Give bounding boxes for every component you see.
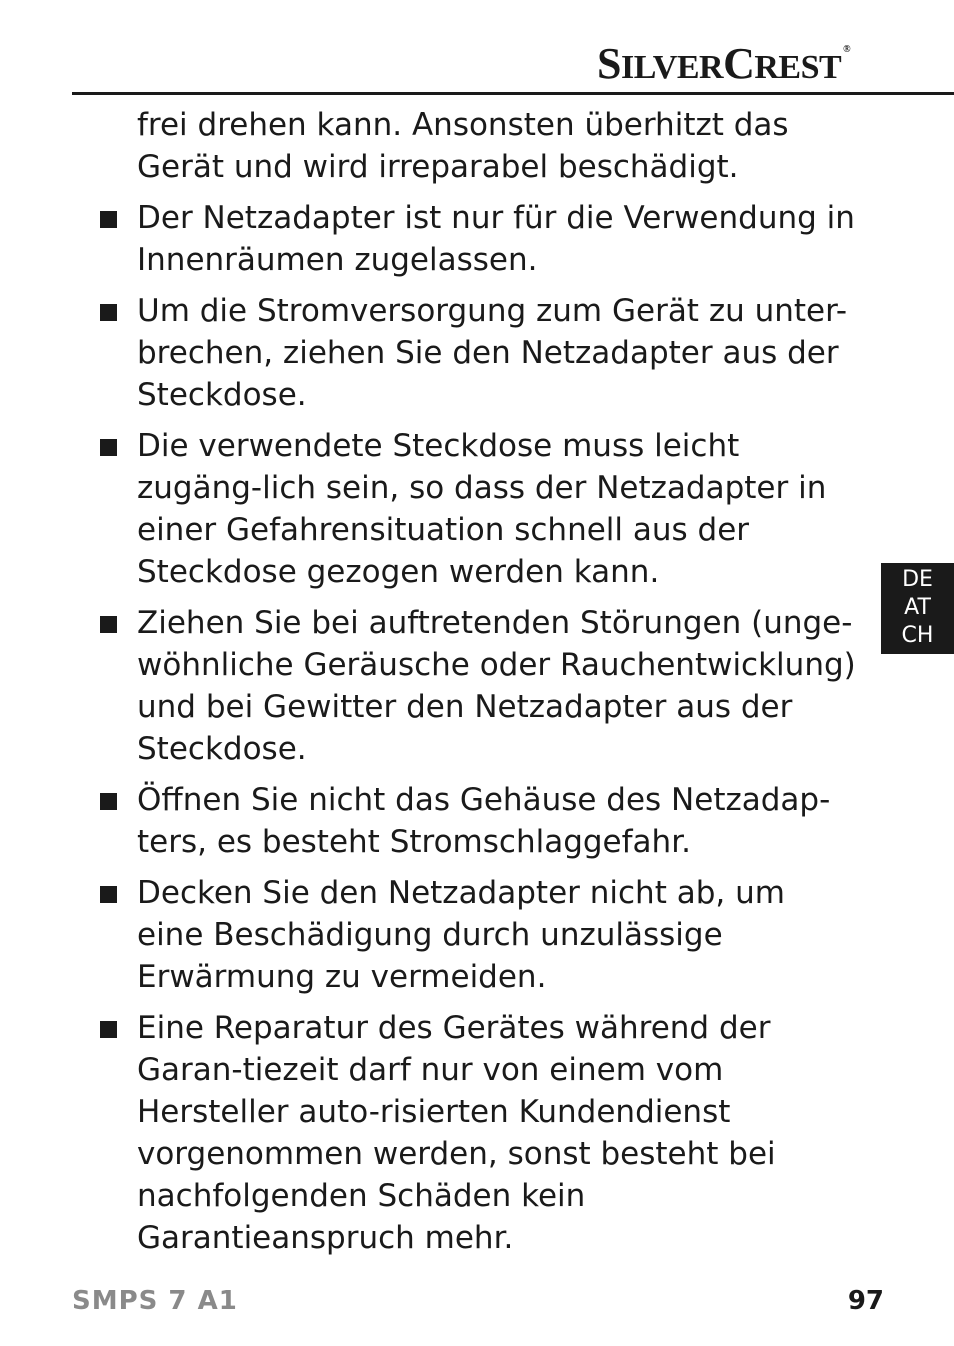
- model-number: SMPS 7 A1: [72, 1286, 238, 1316]
- square-bullet-icon: [100, 211, 117, 228]
- square-bullet-icon: [100, 616, 117, 633]
- brand-logo: [597, 38, 887, 88]
- list-item-text: Öffnen Sie nicht das Gehäuse des Netzadap-ters, es besteht Stromschlaggefahr.: [137, 782, 831, 860]
- list-item-text: Um die Stromversorgung zum Gerät zu unter-brechen, ziehen Sie den Netzadapter aus der Steckdose.: [137, 293, 848, 413]
- list-item: [100, 872, 860, 998]
- logo-letter: S: [597, 39, 621, 88]
- continued-paragraph: frei drehen kann. Ansonsten überhitzt das Gerät und wird irreparabel beschädigt.: [137, 107, 789, 185]
- list-item: [100, 425, 860, 593]
- list-item-text: Die verwendete Steckdose muss leicht zugäng-lich sein, so dass der Netzadapter in einer Gefahrensituation schnell aus der Steckdose gezogen werden kann.: [137, 428, 827, 590]
- list-item-text: Decken Sie den Netzadapter nicht ab, um eine Beschädigung durch unzulässige Erwärmung zu vermeiden.: [137, 875, 785, 995]
- list-item: [100, 779, 860, 863]
- logo-letters: REST: [754, 49, 842, 86]
- language-ch: CH: [901, 623, 934, 648]
- page-number: 97: [847, 1286, 884, 1316]
- language-tab: [881, 563, 954, 654]
- language-de: DE: [902, 567, 933, 592]
- list-item-text: Eine Reparatur des Gerätes während der Garan-tiezeit darf nur von einem vom Hersteller auto-risierten Kundendienst vorgenommen werden, sonst besteht bei nachfolgenden Schäden kein Garantieanspruch mehr.: [137, 1010, 776, 1256]
- square-bullet-icon: [100, 886, 117, 903]
- list-item: [100, 197, 860, 281]
- square-bullet-icon: [100, 304, 117, 321]
- header-rule: [72, 92, 954, 95]
- list-item-text: Der Netzadapter ist nur für die Verwendung in Innenräumen zugelassen.: [137, 200, 855, 278]
- list-item: [100, 290, 860, 416]
- square-bullet-icon: [100, 1021, 117, 1038]
- list-item: [100, 602, 860, 770]
- logo-letter: C: [723, 39, 755, 88]
- safety-instructions: [100, 104, 860, 1259]
- list-item-text: Ziehen Sie bei auftretenden Störungen (unge-wöhnliche Geräusche oder Rauchentwicklung) und bei Gewitter den Netzadapter aus der Steckdose.: [137, 605, 856, 767]
- square-bullet-icon: [100, 793, 117, 810]
- logo-letters: ILVER: [620, 49, 724, 86]
- registered-mark: ®: [843, 44, 851, 55]
- list-item: [100, 1007, 860, 1259]
- language-at: AT: [904, 595, 931, 620]
- square-bullet-icon: [100, 439, 117, 456]
